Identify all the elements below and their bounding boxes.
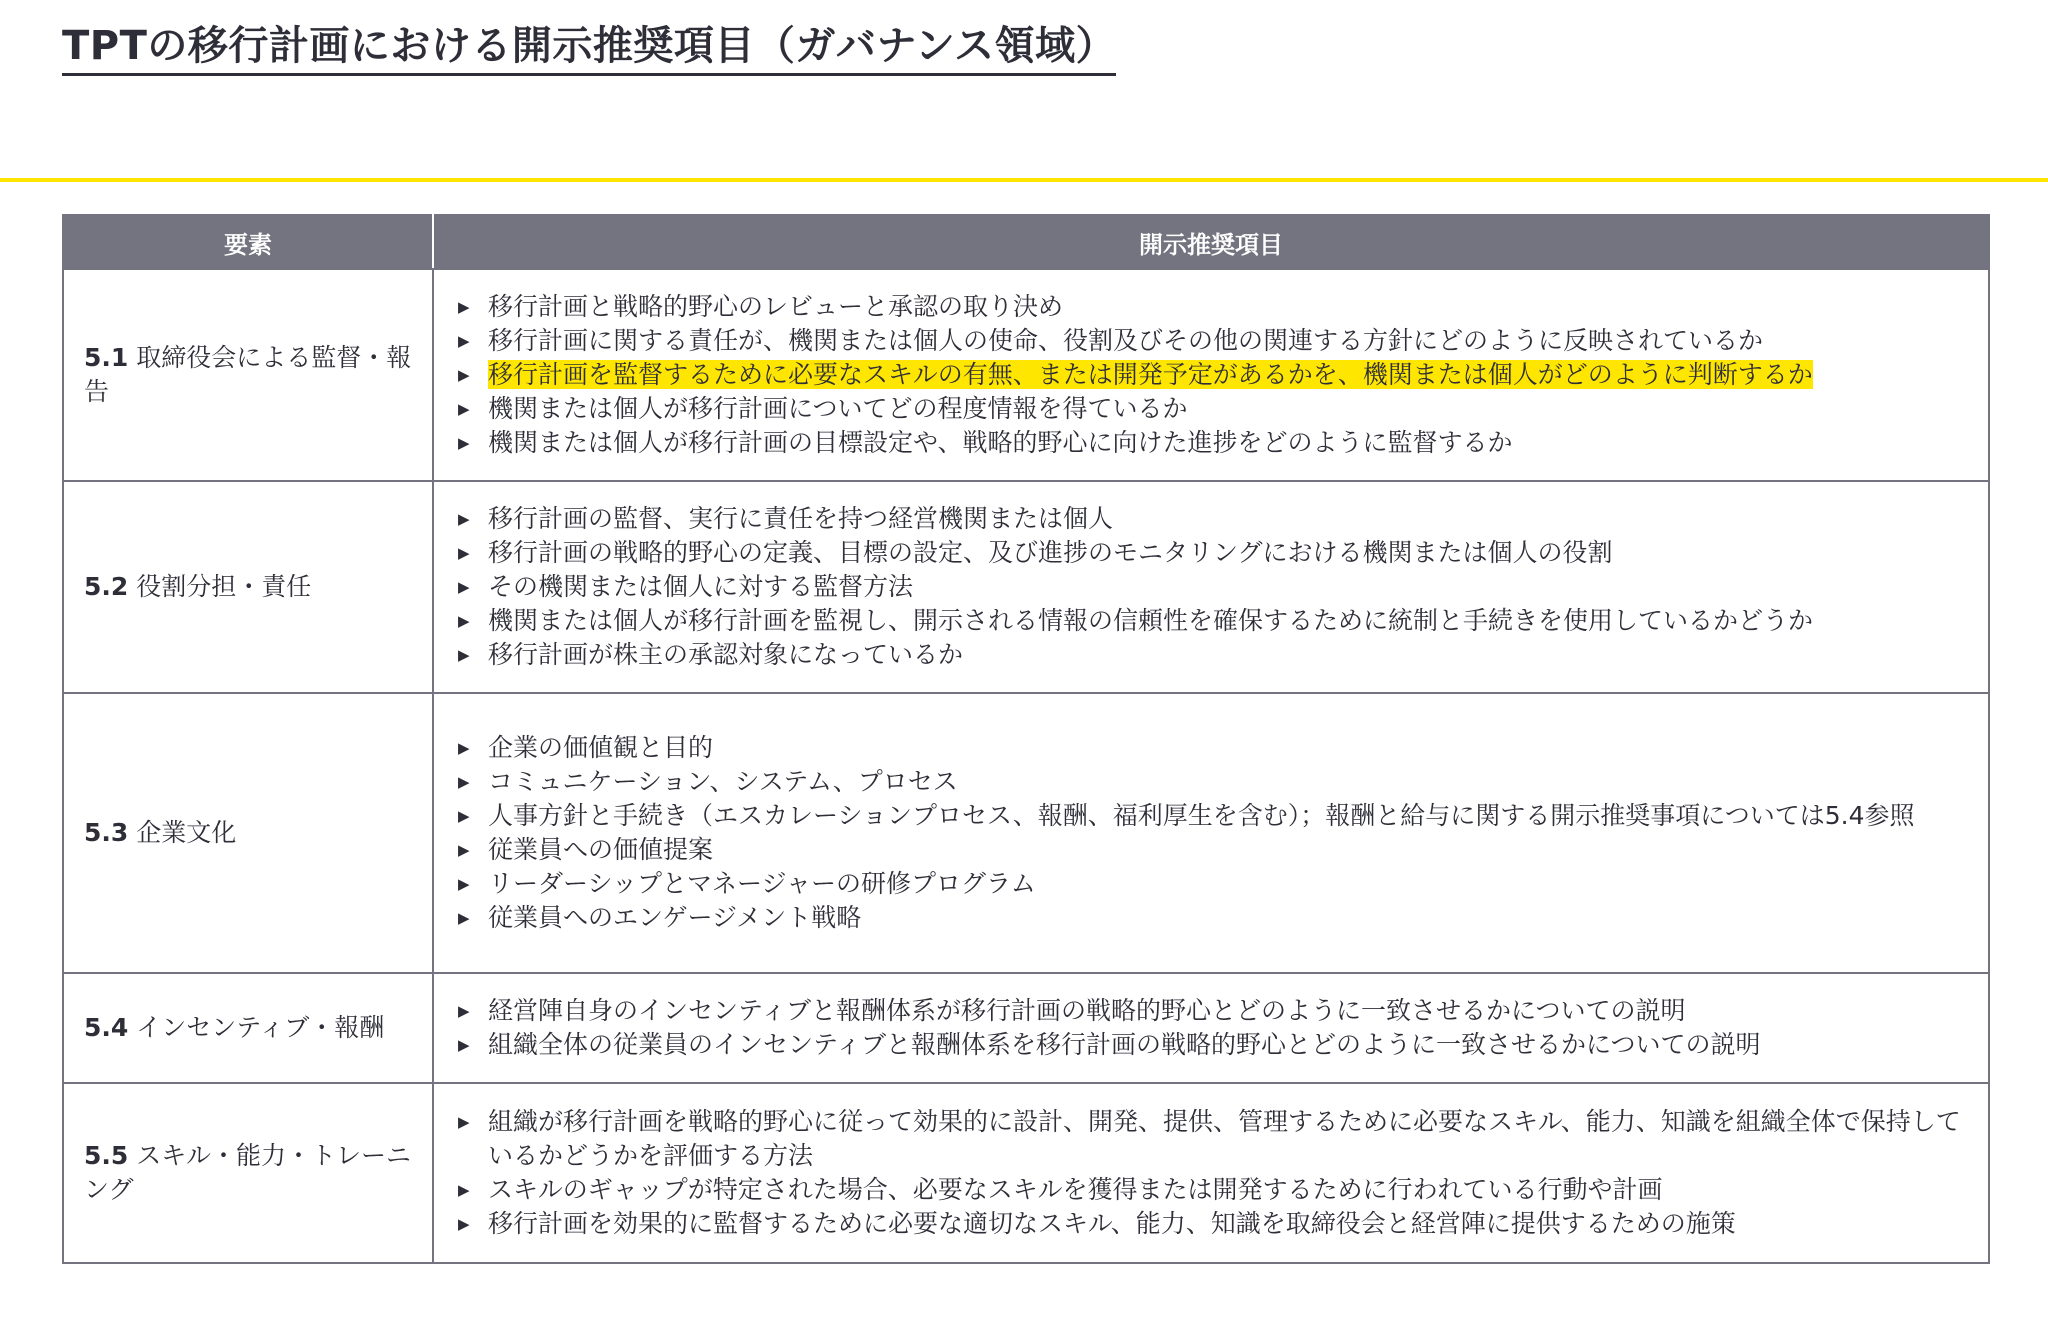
list-item-text: 従業員へのエンゲージメント戦略 [488,903,862,932]
items-cell [433,1083,1989,1263]
list-item [452,994,1976,1028]
triangle-bullet-icon: ▶ [458,807,470,825]
list-item [452,392,1976,426]
element-cell [63,481,433,693]
list-item [452,604,1976,638]
list-item-text: 機関または個人が移行計画を監視し、開示される情報の信頼性を確保するために統制と手続きを使用しているかどうか [488,606,1814,635]
element-number: 5.4 [84,1013,129,1042]
disclosure-list [452,994,1976,1062]
list-item [452,1173,1976,1207]
list-item-text: 経営陣自身のインセンティブと報酬体系が移行計画の戦略的野心とどのように一致させるかについての説明 [488,996,1686,1025]
element-cell [63,693,433,973]
list-item [452,867,1976,901]
disclosure-list [452,731,1976,935]
list-item [452,324,1976,358]
list-item [452,536,1976,570]
triangle-bullet-icon: ▶ [458,510,470,528]
triangle-bullet-icon: ▶ [458,1113,470,1131]
list-item-text: 人事方針と手続き（エスカレーションプロセス、報酬、福利厚生を含む）；報酬と給与に関する開示推奨事項については5.4参照 [488,801,1915,830]
element-label: 企業文化 [128,818,237,847]
list-item-text: 機関または個人が移行計画についてどの程度情報を得ているか [488,394,1188,423]
page-title: TPTの移行計画における開示推奨項目（ガバナンス領域） [62,22,1116,76]
list-item [452,833,1976,867]
triangle-bullet-icon: ▶ [458,841,470,859]
element-label: インセンティブ・報酬 [128,1013,385,1042]
triangle-bullet-icon: ▶ [458,298,470,316]
list-item-text: 組織が移行計画を戦略的野心に従って効果的に設計、開発、提供、管理するために必要なスキル、能力、知識を組織全体で保持しているかどうかを評価する方法 [488,1107,1961,1170]
element-number: 5.5 [84,1141,129,1170]
list-item-text: 移行計画に関する責任が、機関または個人の使命、役割及びその他の関連する方針にどのように反映されているか [488,326,1764,355]
list-item [452,290,1976,324]
list-item-text: 移行計画と戦略的野心のレビューと承認の取り決め [488,292,1064,321]
list-item [452,570,1976,604]
disclosure-list [452,502,1976,672]
element-number: 5.3 [84,818,129,847]
table-row [63,973,1989,1083]
list-item [452,638,1976,672]
triangle-bullet-icon: ▶ [458,646,470,664]
items-cell [433,693,1989,973]
triangle-bullet-icon: ▶ [458,434,470,452]
table-row [63,1083,1989,1263]
list-item [452,901,1976,935]
triangle-bullet-icon: ▶ [458,332,470,350]
table-header-row [63,215,1989,269]
triangle-bullet-icon: ▶ [458,773,470,791]
triangle-bullet-icon: ▶ [458,1181,470,1199]
element-number: 5.2 [84,572,129,601]
items-cell [433,269,1989,481]
accent-divider [0,178,2048,182]
element-cell [63,269,433,481]
list-item [452,731,1976,765]
triangle-bullet-icon: ▶ [458,544,470,562]
element-cell [63,1083,433,1263]
triangle-bullet-icon: ▶ [458,875,470,893]
triangle-bullet-icon: ▶ [458,739,470,757]
items-cell [433,481,1989,693]
list-item [452,1028,1976,1062]
highlighted-item-text: 移行計画を監督するために必要なスキルの有無、または開発予定があるかを、機関または個人がどのように判断するか [488,360,1813,389]
triangle-bullet-icon: ▶ [458,366,470,384]
triangle-bullet-icon: ▶ [458,1002,470,1020]
triangle-bullet-icon: ▶ [458,612,470,630]
list-item-text: 移行計画の監督、実行に責任を持つ経営機関または個人 [488,504,1114,533]
list-item-text: 移行計画の戦略的野心の定義、目標の設定、及び進捗のモニタリングにおける機関または個人の役割 [488,538,1613,567]
governance-table [62,214,1990,1264]
triangle-bullet-icon: ▶ [458,1215,470,1233]
list-item [452,426,1976,460]
element-cell [63,973,433,1083]
list-item-text: 従業員への価値提案 [488,835,714,864]
table-row [63,693,1989,973]
list-item-text: コミュニケーション、システム、プロセス [488,767,958,796]
list-item-text: 組織全体の従業員のインセンティブと報酬体系を移行計画の戦略的野心とどのように一致させるかについての説明 [488,1030,1761,1059]
list-item-text: 移行計画を効果的に監督するために必要な適切なスキル、能力、知識を取締役会と経営陣に提供するための施策 [488,1209,1736,1238]
element-label: 役割分担・責任 [128,572,312,601]
list-item [452,358,1976,392]
disclosure-list [452,290,1976,460]
list-item-text: 移行計画が株主の承認対象になっているか [488,640,964,669]
element-number: 5.1 [84,343,129,372]
disclosure-list [452,1105,1976,1241]
list-item [452,502,1976,536]
list-item-text: スキルのギャップが特定された場合、必要なスキルを獲得または開発するために行われている行動や計画 [488,1175,1663,1204]
element-label: 取締役会による監督・報告 [84,343,412,406]
list-item [452,1207,1976,1241]
triangle-bullet-icon: ▶ [458,1036,470,1054]
table-row [63,269,1989,481]
list-item-text: 機関または個人が移行計画の目標設定や、戦略的野心に向けた進捗をどのように監督するか [488,428,1513,457]
column-header-element: 要素 [63,215,433,269]
triangle-bullet-icon: ▶ [458,909,470,927]
list-item-text: リーダーシップとマネージャーの研修プログラム [488,869,1036,898]
triangle-bullet-icon: ▶ [458,578,470,596]
element-label: スキル・能力・トレーニング [84,1141,411,1204]
column-header-items: 開示推奨項目 [433,215,1989,269]
items-cell [433,973,1989,1083]
table-row [63,481,1989,693]
list-item-text: その機関または個人に対する監督方法 [488,572,914,601]
list-item [452,799,1976,833]
triangle-bullet-icon: ▶ [458,400,470,418]
list-item [452,765,1976,799]
list-item [452,1105,1976,1173]
list-item-text: 企業の価値観と目的 [488,733,714,762]
